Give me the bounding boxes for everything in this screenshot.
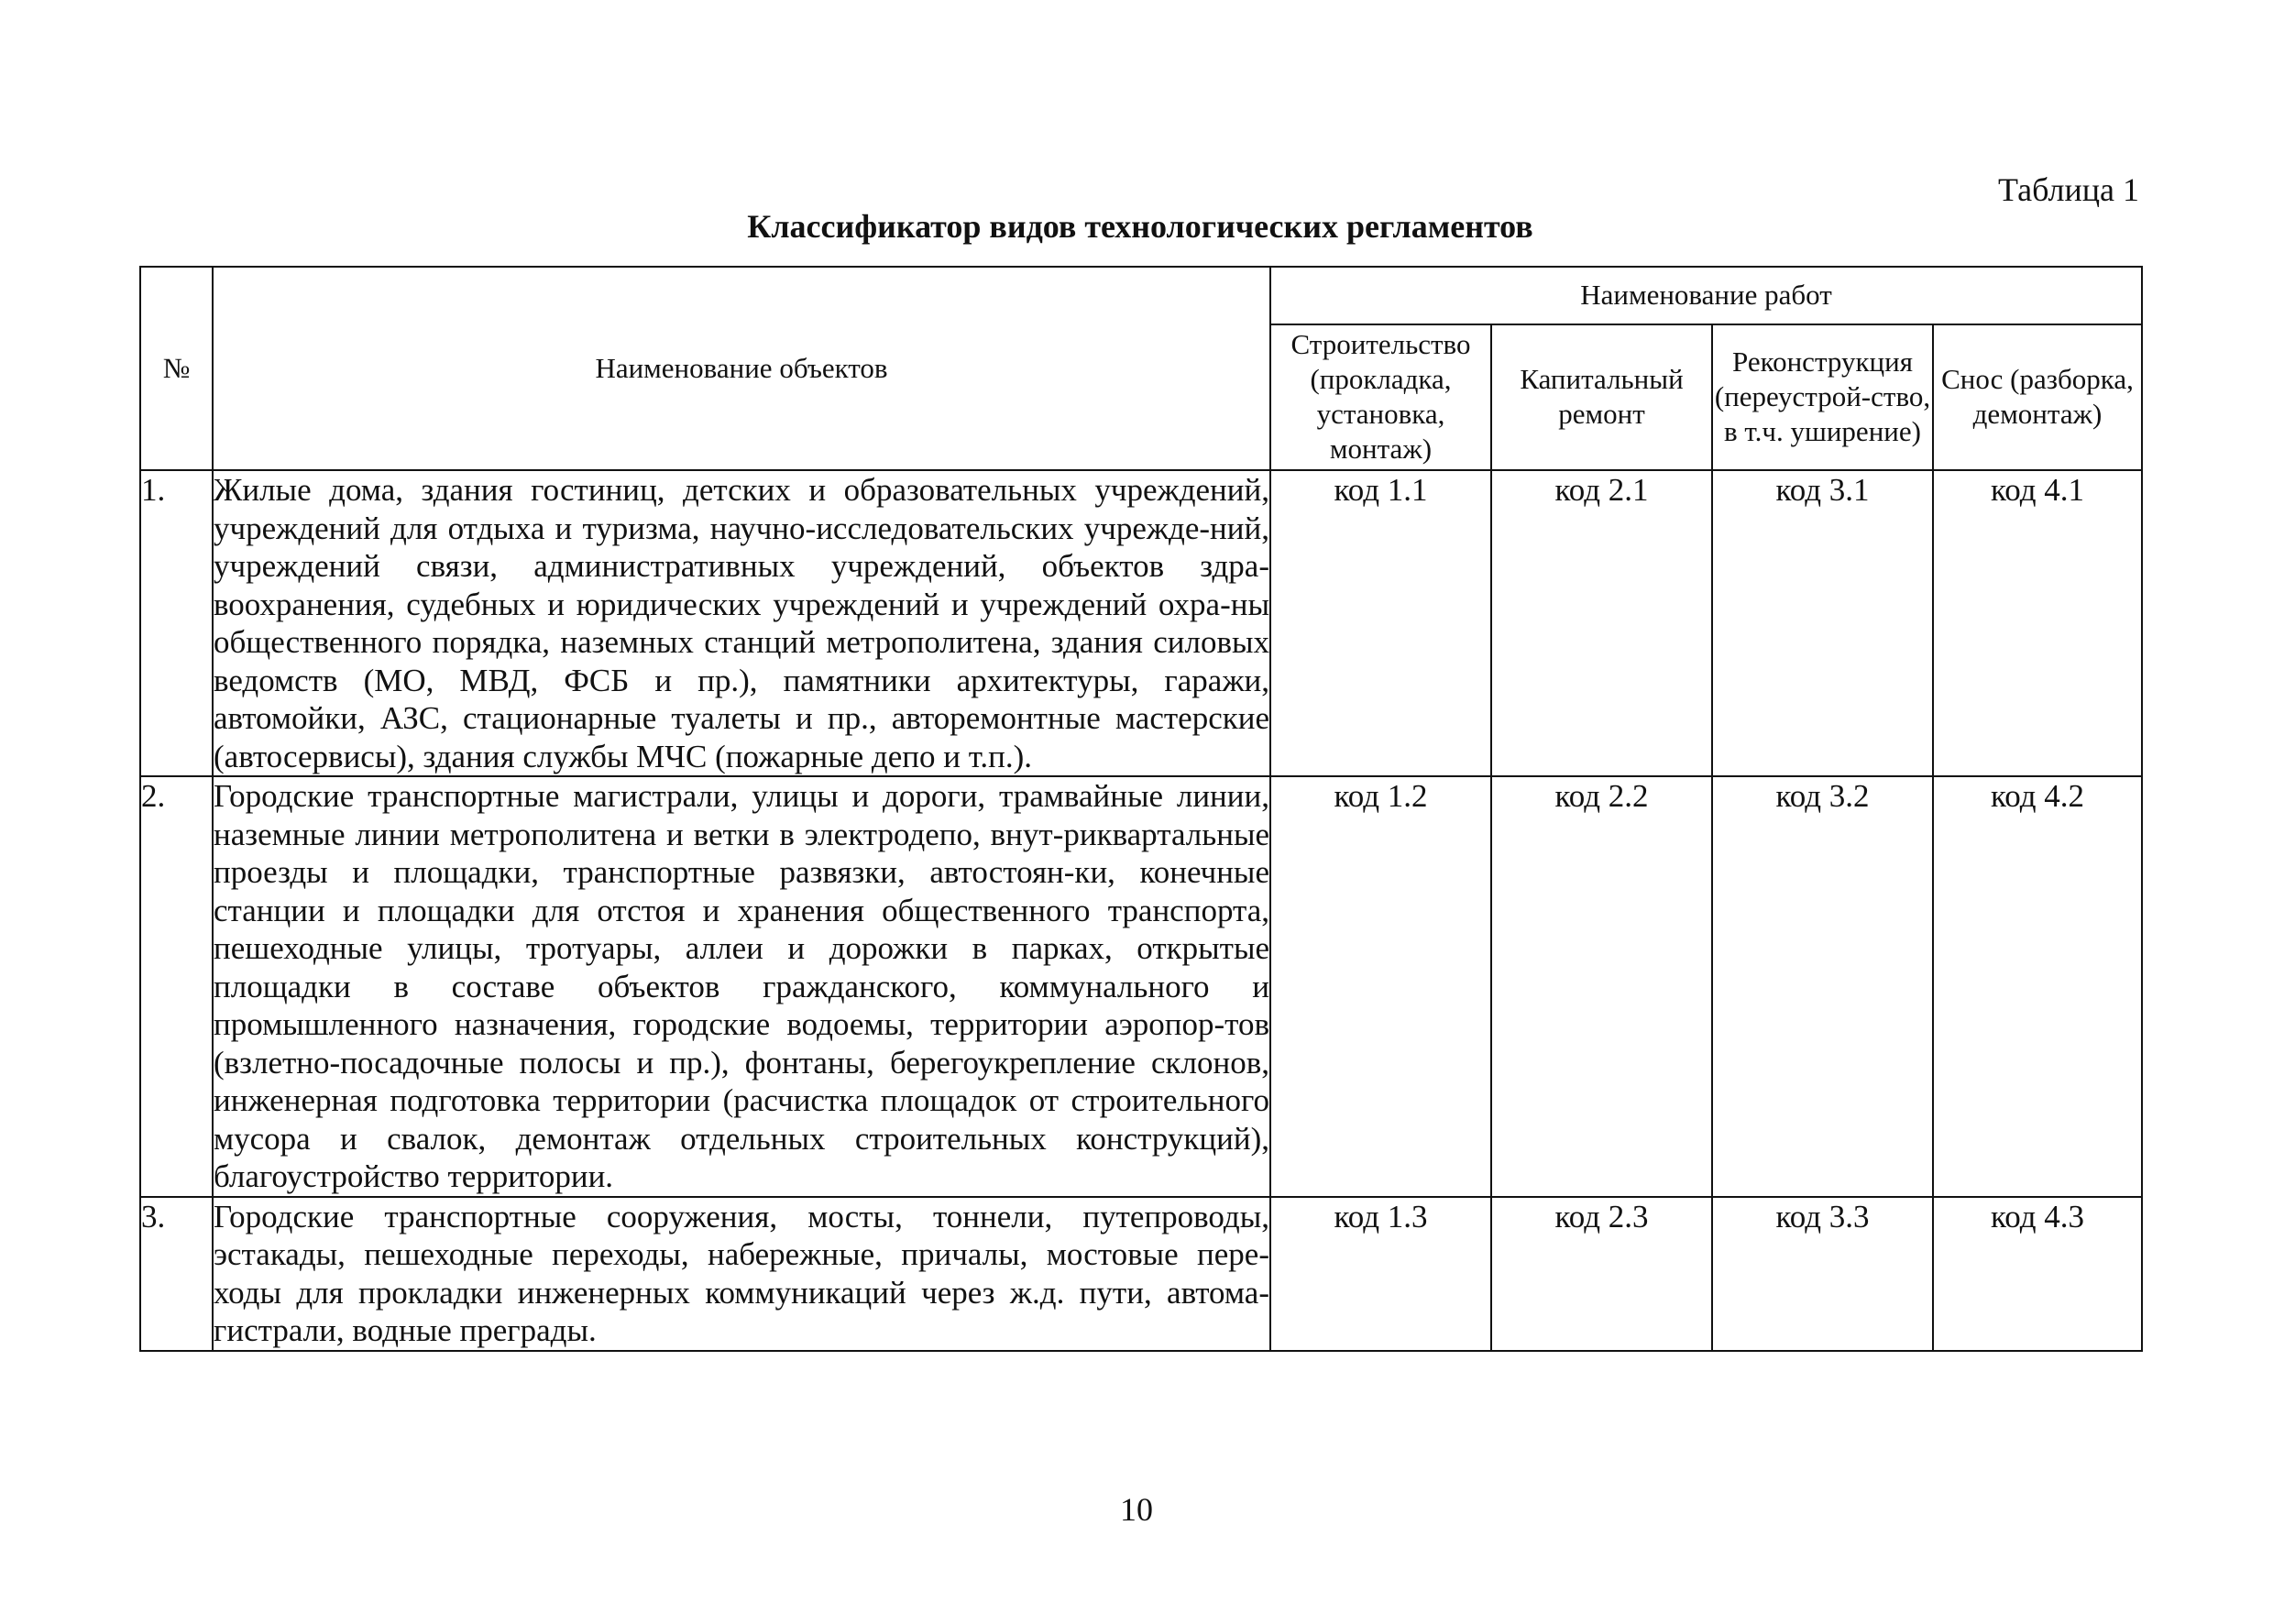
code-demolition: код 4.2	[1933, 776, 2142, 1197]
row-number: 2.	[140, 776, 213, 1197]
row-number: 1.	[140, 470, 213, 776]
code-reconstruction: код 3.1	[1712, 470, 1933, 776]
code-capital-repair: код 2.2	[1491, 776, 1712, 1197]
header-demolition: Снос (разборка, демонтаж)	[1933, 324, 2142, 470]
code-capital-repair: код 2.3	[1491, 1197, 1712, 1351]
table-row	[140, 470, 2142, 776]
classifier-table	[139, 266, 2143, 1352]
code-demolition: код 4.3	[1933, 1197, 2142, 1351]
code-construction: код 1.1	[1270, 470, 1491, 776]
document-title: Классификатор видов технологических регламентов	[747, 208, 1533, 245]
header-reconstruction: Реконструкция (переустрой-ство, в т.ч. уширение)	[1712, 324, 1933, 470]
code-construction: код 1.3	[1270, 1197, 1491, 1351]
table-row	[140, 1197, 2142, 1351]
row-number: 3.	[140, 1197, 213, 1351]
table-header	[140, 267, 2142, 470]
header-construction: Строительство (прокладка, установка, монтаж)	[1270, 324, 1491, 470]
code-reconstruction: код 3.2	[1712, 776, 1933, 1197]
header-capital-repair: Капитальный ремонт	[1491, 324, 1712, 470]
code-capital-repair: код 2.1	[1491, 470, 1712, 776]
header-works-group: Наименование работ	[1270, 267, 2142, 324]
header-objects: Наименование объектов	[213, 267, 1270, 470]
table-label: Таблица 1	[1998, 171, 2139, 208]
row-objects: Жилые дома, здания гостиниц, детских и образовательных учреждений, учреждений для отдыха и туризма, научно-исследовательских учрежде-ний, учреждений связи, административных учреждений, объектов здра-воохранения, судебных и юридических учреждений и учреждений охра-ны общественного порядка, наземных станций метрополитена, здания силовых ведомств (МО, МВД, ФСБ и пр.), памятники архитектуры, гаражи, автомойки, АЗС, стационарные туалеты и пр., авторемонтные мастерские (автосервисы), здания службы МЧС (пожарные депо и т.п.).	[213, 470, 1270, 776]
row-objects: Городские транспортные магистрали, улицы и дороги, трамвайные линии, наземные линии метрополитена и ветки в электродепо, внут-риквартальные проезды и площадки, транспортные развязки, автостоян-ки, конечные станции и площадки для отстоя и хранения общественного транспорта, пешеходные улицы, тротуары, аллеи и дорожки в парках, открытые площадки в составе объектов гражданского, коммунального и промышленного назначения, городские водоемы, территории аэропор-тов (взлетно-посадочные полосы и пр.), фонтаны, берегоукрепление склонов, инженерная подготовка территории (расчистка площадок от строительного мусора и свалок, демонтаж отдельных строительных конструкций), благоустройство территории.	[213, 776, 1270, 1197]
code-construction: код 1.2	[1270, 776, 1491, 1197]
table-row	[140, 776, 2142, 1197]
code-demolition: код 4.1	[1933, 470, 2142, 776]
code-reconstruction: код 3.3	[1712, 1197, 1933, 1351]
row-objects: Городские транспортные сооружения, мосты, тоннели, путепроводы, эстакады, пешеходные переходы, набережные, причалы, мостовые пере-ходы для прокладки инженерных коммуникаций через ж.д. пути, автома-гистрали, водные преграды.	[213, 1197, 1270, 1351]
page-number: 10	[1120, 1491, 1153, 1528]
header-number: №	[140, 267, 213, 470]
